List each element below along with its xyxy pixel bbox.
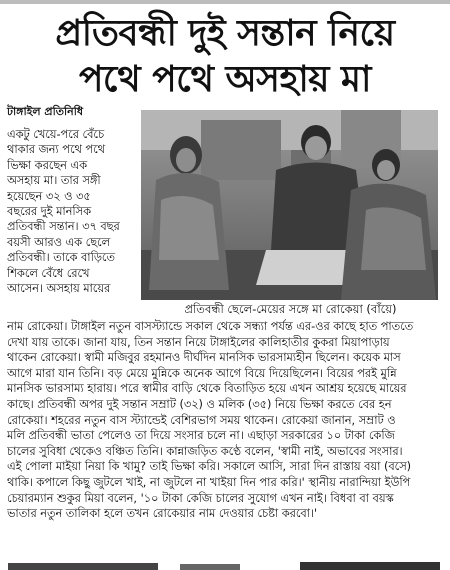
text-line: রোকেয়া। শহরের নতুন বাস স্ট্যান্ডেই বেশিরভাগ সময় থাকেন। রোকেয়া জানান, সম্রাট ও [7,413,396,427]
text-line: প্রতিবন্ধী। তাকে বাড়িতে [7,251,115,265]
text-line: ভাতার নতুন তালিকা হলে তখন রোকেয়ার নাম দেওয়ার চেষ্টা করবো।' [7,507,318,521]
text-line: আসেন। অসহায় মায়ের [7,281,111,295]
text-line: নাম রোকেয়া। টাঙ্গাইল নতুন বাসস্ট্যান্ডে সকাল থেকে সন্ধ্যা পর্যন্ত এর-ওর কাছে হাত পাততে [7,320,414,333]
text-line: দেখা যায় তাকে। জানা যায়, তিন সন্তান নিয়ে টাঙ্গাইলের কালিহাতীর কুকরা মিয়াপাড়ায় [7,335,390,349]
top-rule [0,0,450,4]
photo-illustration [141,110,438,300]
headline-line-1: প্রতিবন্ধী দুই সন্তান নিয়ে [55,13,395,54]
text-line: থাকার জন্য পথে পথে [7,143,105,157]
photo-caption: প্রতিবন্ধী ছেলে-মেয়ের সঙ্গে মা রোকেয়া (বাঁয়ে) [184,302,397,316]
text-line: প্রতিবন্ধী সন্তান। ৩৭ বছর [7,220,120,234]
text-line: চেয়ারম্যান শুকুর মিয়া বলেন, '১০ টাকা কেজি চালের সুযোগ এখন নাই। বিধবা বা বয়স্ক [7,491,394,505]
text-line: মানসিক ভারসাম্য হারায়। পরে স্বামীর বাড়ি থেকে বিতাড়িত হয়ে এখন আশ্রয় হয়েছে মায়ের [7,382,407,396]
text-line: ভিক্ষা করছেন এক [7,158,88,172]
body-text [7,319,439,522]
text-line: অসহায় মা। তার সঙ্গী [7,174,101,188]
text-line: থাকেন রোকেয়া। স্বামী মজিবুর রহমানও দীর্ঘদিন মানসিক ভারসাম্যহীন ছিলেন। কয়েক মাস [7,351,401,365]
left-column-text [7,127,135,296]
text-line: একটু খেয়ে-পরে বেঁচে [7,128,105,141]
text-line: মলি প্রতিবন্ধী ভাতা পেলেও তা দিয়ে সংসার চলে না। এছাড়া সরকারের ১০ টাকা কেজি [7,429,395,443]
headline-line-2: পথে পথে অসহায় মা [79,59,371,100]
text-line: কাছে। প্রতিবন্ধী অপর দুই সন্তান সম্রাট (৩২) ও মলিক (৩৫) নিয়ে ভিক্ষা করতে বের হন [7,397,392,411]
text-line: আগে মারা যান তিনি। বড় মেয়ে মুন্নিকে অনেক আগে বিয়ে দিয়েছিলেন। বিয়ের পরই মুন্নি [7,366,397,380]
cropped-next-article-strip [0,560,450,570]
text-line: শিকলে বেঁধে রেখে [7,266,90,280]
text-line: এই পোলা মাইয়া নিয়া কি খামু? তাই ভিক্ষা করি। সকালে আসি, সারা দিন রাস্তায় বয়া (বসে) [7,460,412,474]
text-line: থাকি। কপালে কিছু জুটলে খাই, না জুটলে না খাইয়া দিন পার করি।' স্থানীয় নারান্দিয়া ইউপি [7,475,411,489]
byline: টাঙ্গাইল প্রতিনিধি [7,105,84,118]
text-line: হয়েছেন ৩২ ও ৩৫ [7,189,91,203]
text-line: বয়সী আরও এক ছেলে [7,235,110,249]
text-line: চালের সুবিধা থেকেও বঞ্চিত তিনি। কান্নাজড়িত কণ্ঠে বলেন, 'স্বামী নাই, অভাবের সংসার। [7,444,403,458]
text-line: বছরের দুই মানসিক [7,204,91,218]
article-photo [141,110,438,300]
